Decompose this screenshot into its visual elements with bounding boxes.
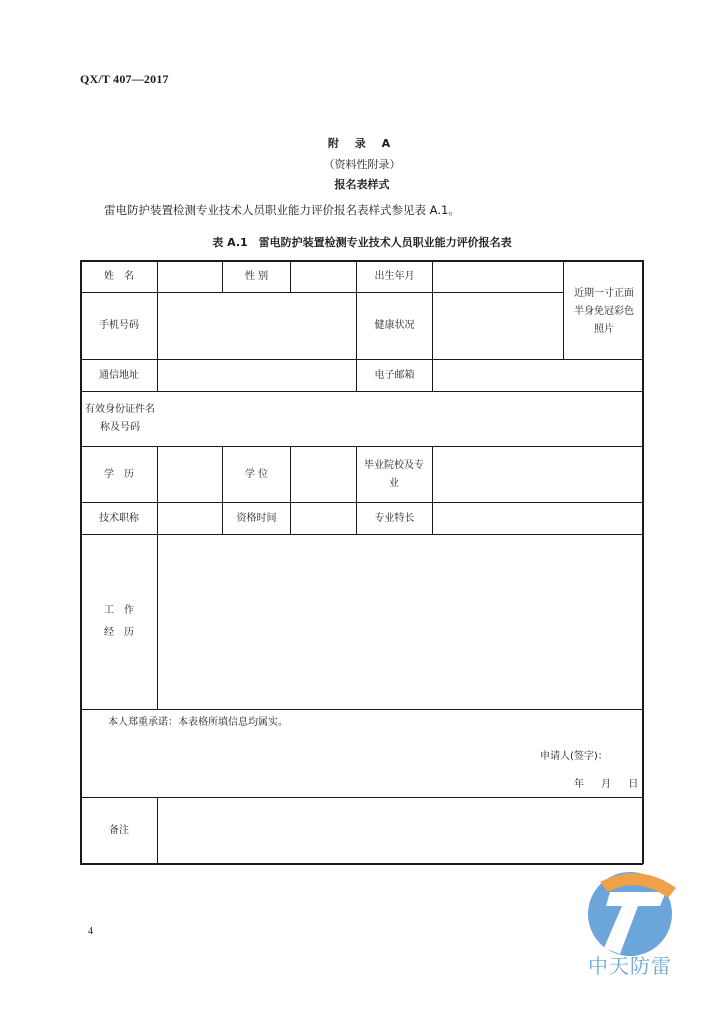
- remark-label: 备注: [109, 824, 129, 836]
- birth-input[interactable]: [433, 261, 563, 292]
- gender-label: 性 别: [244, 270, 269, 282]
- health-input[interactable]: [433, 293, 563, 359]
- appendix-name: 报名表样式: [334, 178, 390, 191]
- name-label: 姓 名: [104, 270, 134, 282]
- education-input[interactable]: [158, 447, 222, 502]
- gender-input[interactable]: [291, 261, 356, 292]
- specialty-input[interactable]: [433, 503, 642, 534]
- work-history-label: 工 作 经 历: [104, 605, 134, 638]
- signature-label: 申请人(签字)：: [540, 751, 608, 762]
- photo-label: 近期一寸正面半身免冠彩色照片: [574, 288, 634, 335]
- appendix-subtitle: （资料性附录）: [323, 158, 401, 171]
- title-input[interactable]: [158, 503, 222, 534]
- row-line: [80, 709, 643, 710]
- address-input[interactable]: [158, 360, 356, 391]
- table-border-bottom: [80, 863, 643, 865]
- table-border-right: [642, 260, 644, 864]
- remark-input[interactable]: [158, 798, 642, 863]
- birth-label: 出生年月: [374, 270, 415, 282]
- qualify-time-label: 资格时间: [236, 512, 277, 524]
- specialty-label: 专业特长: [374, 512, 415, 524]
- name-input[interactable]: [158, 261, 222, 292]
- intro-paragraph: 雷电防护装置检测专业技术人员职业能力评价报名表样式参见表 A.1。: [104, 203, 460, 217]
- page-number: 4: [88, 926, 93, 937]
- email-label: 电子邮箱: [374, 369, 415, 381]
- col-line: [563, 260, 564, 359]
- health-label: 健康状况: [374, 320, 415, 331]
- pledge-text: 本人郑重承诺：本表格所填信息均属实。: [108, 717, 288, 728]
- work-history-input[interactable]: [158, 535, 642, 709]
- education-label: 学 历: [104, 468, 134, 480]
- phone-label: 手机号码: [99, 320, 139, 331]
- appendix-title: 附 录 A: [327, 137, 397, 150]
- email-input[interactable]: [433, 360, 642, 391]
- header-code: QX/T 407—2017: [80, 72, 169, 86]
- address-label: 通信地址: [99, 369, 139, 381]
- company-logo-text: 中天防雷: [588, 954, 672, 978]
- school-input[interactable]: [433, 447, 642, 502]
- table-caption: 表 A.1 雷电防护装置检测专业技术人员职业能力评价报名表: [212, 236, 512, 249]
- title-label: 技术职称: [99, 512, 139, 524]
- id-label: 有效身份证件名称及号码: [85, 404, 155, 433]
- qualify-time-input[interactable]: [291, 503, 356, 534]
- school-label: 毕业院校及专业: [364, 460, 424, 489]
- id-input[interactable]: [158, 392, 642, 446]
- degree-input[interactable]: [291, 447, 356, 502]
- degree-label: 学 位: [244, 468, 269, 480]
- phone-input[interactable]: [158, 293, 356, 359]
- date-label: 年 月 日: [574, 779, 639, 790]
